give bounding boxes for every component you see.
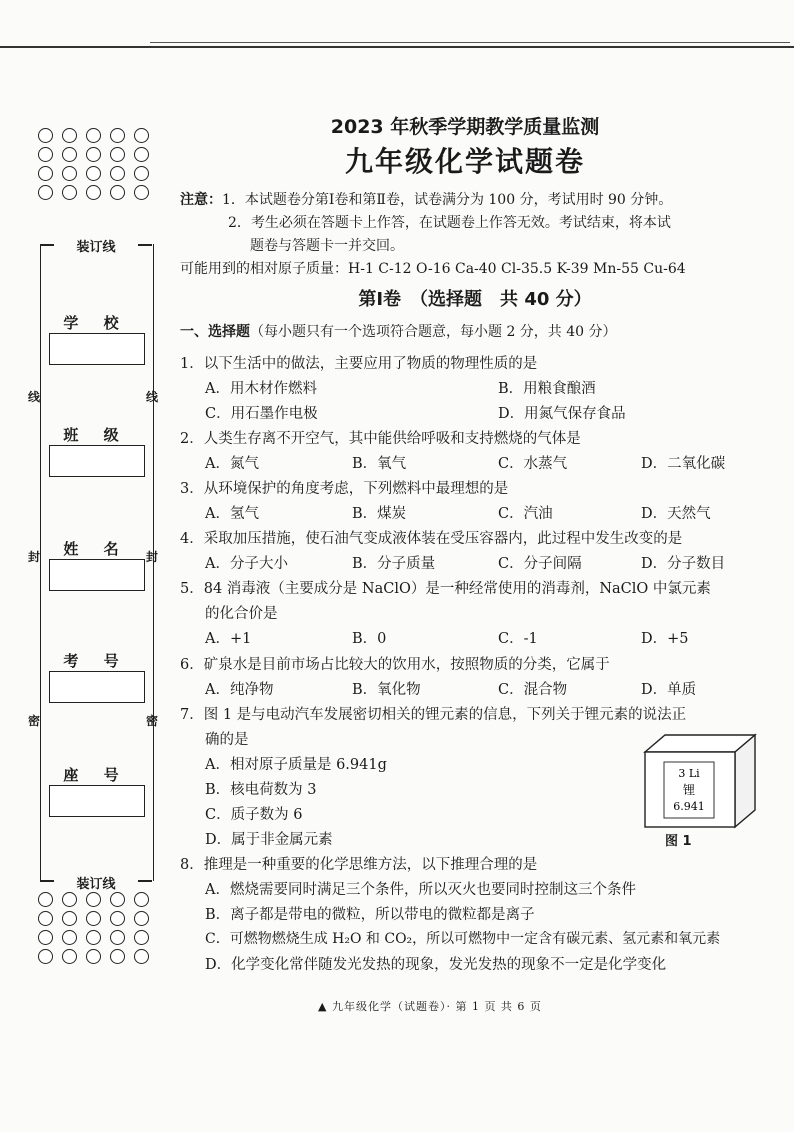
element-number-symbol: 3 Li bbox=[678, 767, 700, 780]
binding-hole bbox=[62, 166, 77, 181]
field-label-exam-number: 考 号 bbox=[63, 652, 129, 670]
top-rule-thin bbox=[150, 42, 790, 43]
binding-hole bbox=[134, 147, 149, 162]
question-1-option-c[interactable]: C．用石墨作电极 bbox=[205, 406, 318, 422]
element-atomic-mass: 6.941 bbox=[673, 800, 705, 813]
section-title: 第Ⅰ卷 （选择题 共 40 分） bbox=[358, 289, 592, 310]
top-rule bbox=[0, 46, 794, 48]
binding-hole bbox=[134, 892, 149, 907]
question-8-stem: 8．推理是一种重要的化学思维方法，以下推理合理的是 bbox=[180, 857, 538, 873]
binding-hole bbox=[62, 147, 77, 162]
field-box-name[interactable] bbox=[49, 559, 145, 591]
question-8-option-c[interactable]: C．可燃物燃烧生成 H₂O 和 CO₂，所以可燃物中一定含有碳元素、氢元素和氧元素 bbox=[205, 931, 721, 947]
lithium-element-figure bbox=[640, 730, 760, 830]
question-3-option-a[interactable]: A．氢气 bbox=[205, 506, 259, 522]
field-box-class[interactable] bbox=[49, 445, 145, 477]
field-label-school: 学 校 bbox=[63, 314, 129, 332]
binding-hole bbox=[110, 930, 125, 945]
question-6-option-a[interactable]: A．纯净物 bbox=[205, 682, 274, 698]
question-5-option-c[interactable]: C．-1 bbox=[498, 631, 538, 647]
page-footer: ▲ 九年级化学（试题卷）· 第 1 页 共 6 页 bbox=[318, 1000, 542, 1013]
binding-hole bbox=[110, 166, 125, 181]
side-char-feng-left: 封 bbox=[27, 550, 40, 564]
question-7-option-d[interactable]: D．属于非金属元素 bbox=[205, 832, 333, 848]
binding-label-top: 装订线 bbox=[54, 236, 138, 255]
question-3-stem: 3．从环境保护的角度考虑，下列燃料中最理想的是 bbox=[180, 481, 509, 497]
binding-hole bbox=[134, 930, 149, 945]
field-box-school[interactable] bbox=[49, 333, 145, 365]
question-7-option-a[interactable]: A．相对原子质量是 6.941g bbox=[205, 757, 387, 773]
figure-caption: 图 1 bbox=[665, 834, 692, 849]
binding-holes-top bbox=[38, 128, 156, 200]
field-label-class: 班 级 bbox=[63, 426, 129, 444]
binding-label-bottom: 装订线 bbox=[54, 873, 138, 892]
binding-hole bbox=[110, 949, 125, 964]
question-8-option-b[interactable]: B．离子都是带电的微粒，所以带电的微粒都是离子 bbox=[205, 907, 535, 923]
side-char-xian-right: 线 bbox=[145, 390, 158, 404]
field-label-seat: 座 号 bbox=[63, 766, 129, 784]
section-heading: 一、选择题 bbox=[180, 324, 250, 340]
side-char-feng-right: 封 bbox=[145, 550, 158, 564]
binding-hole bbox=[38, 949, 53, 964]
binding-hole bbox=[38, 892, 53, 907]
notes-line-2: 2．考生必须在答题卡上作答，在试题卷上作答无效。考试结束，将本试 bbox=[228, 215, 671, 231]
field-label-name: 姓 名 bbox=[63, 540, 129, 558]
question-1-stem: 1．以下生活中的做法，主要应用了物质的物理性质的是 bbox=[180, 356, 538, 372]
question-2-option-a[interactable]: A．氮气 bbox=[205, 456, 259, 472]
question-7-stem-cont: 确的是 bbox=[205, 732, 249, 748]
binding-hole bbox=[86, 911, 101, 926]
binding-hole bbox=[134, 185, 149, 200]
binding-hole bbox=[86, 930, 101, 945]
question-4-option-b[interactable]: B．分子质量 bbox=[352, 556, 436, 572]
question-4-option-d[interactable]: D．分子数目 bbox=[641, 556, 726, 572]
binding-hole bbox=[110, 128, 125, 143]
binding-hole bbox=[62, 892, 77, 907]
field-box-seat[interactable] bbox=[49, 785, 145, 817]
binding-hole bbox=[38, 185, 53, 200]
question-5-stem-cont: 的化合价是 bbox=[205, 606, 278, 622]
question-5-option-d[interactable]: D．+5 bbox=[641, 631, 689, 647]
binding-hole bbox=[86, 147, 101, 162]
field-box-exam-number[interactable] bbox=[49, 671, 145, 703]
binding-hole bbox=[86, 128, 101, 143]
binding-hole bbox=[38, 128, 53, 143]
binding-hole bbox=[86, 892, 101, 907]
binding-hole bbox=[38, 911, 53, 926]
binding-hole bbox=[62, 930, 77, 945]
question-4-stem: 4．采取加压措施，使石油气变成液体装在受压容器内，此过程中发生改变的是 bbox=[180, 531, 683, 547]
notes-line-1 bbox=[180, 189, 672, 209]
binding-hole bbox=[134, 166, 149, 181]
notes-text-1: 1．本试题卷分第Ⅰ卷和第Ⅱ卷，试卷满分为 100 分，考试用时 90 分钟。 bbox=[222, 192, 673, 208]
atomic-masses: 可能用到的相对原子质量：H-1 C-12 O-16 Ca-40 Cl-35.5 K-39 Mn-55 Cu-64 bbox=[180, 261, 686, 277]
binding-holes-bottom bbox=[38, 892, 156, 964]
question-7-option-b[interactable]: B．核电荷数为 3 bbox=[205, 782, 317, 798]
binding-hole bbox=[86, 949, 101, 964]
question-3-option-d[interactable]: D．天然气 bbox=[641, 506, 711, 522]
question-1-option-d[interactable]: D．用氮气保存食品 bbox=[498, 406, 626, 422]
binding-hole bbox=[62, 185, 77, 200]
question-3-option-c[interactable]: C．汽油 bbox=[498, 506, 553, 522]
question-5-stem: 5．84 消毒液（主要成分是 NaClO）是一种经常使用的消毒剂，NaClO 中氯元素 bbox=[180, 581, 711, 597]
binding-hole bbox=[38, 930, 53, 945]
question-8-option-a[interactable]: A．燃烧需要同时满足三个条件，所以灭火也要同时控制这三个条件 bbox=[205, 882, 636, 898]
question-6-option-c[interactable]: C．混合物 bbox=[498, 682, 568, 698]
binding-hole bbox=[134, 128, 149, 143]
binding-hole bbox=[110, 911, 125, 926]
section-intro bbox=[180, 321, 617, 341]
binding-hole bbox=[134, 911, 149, 926]
question-7-stem: 7．图 1 是与电动汽车发展密切相关的锂元素的信息，下列关于锂元素的说法正 bbox=[180, 707, 687, 723]
question-5-option-a[interactable]: A．+1 bbox=[205, 631, 252, 647]
binding-hole bbox=[62, 911, 77, 926]
notes-label: 注意： bbox=[180, 192, 222, 208]
binding-hole bbox=[86, 185, 101, 200]
question-8-option-d[interactable]: D．化学变化常伴随发光发热的现象，发光发热的现象不一定是化学变化 bbox=[205, 957, 667, 973]
question-4-option-a[interactable]: A．分子大小 bbox=[205, 556, 288, 572]
question-5-option-b[interactable]: B．0 bbox=[352, 631, 387, 647]
exam-session-title: 2023 年秋季学期教学质量监测 bbox=[330, 116, 600, 138]
binding-hole bbox=[62, 949, 77, 964]
side-char-xian-left: 线 bbox=[27, 390, 40, 404]
binding-hole bbox=[110, 892, 125, 907]
section-rule: （每小题只有一个选项符合题意，每小题 2 分，共 40 分） bbox=[250, 324, 617, 340]
binding-hole bbox=[38, 147, 53, 162]
question-2-option-c[interactable]: C．水蒸气 bbox=[498, 456, 568, 472]
side-char-mi-left: 密 bbox=[27, 714, 40, 728]
binding-hole bbox=[86, 166, 101, 181]
binding-hole bbox=[110, 147, 125, 162]
cube-side-face bbox=[735, 735, 755, 827]
question-6-option-b[interactable]: B．氧化物 bbox=[352, 682, 421, 698]
question-2-stem: 2．人类生存离不开空气，其中能供给呼吸和支持燃烧的气体是 bbox=[180, 431, 581, 447]
question-6-stem: 6．矿泉水是目前市场占比较大的饮用水，按照物质的分类，它属于 bbox=[180, 657, 610, 673]
side-char-mi-right: 密 bbox=[145, 714, 158, 728]
question-4-option-c[interactable]: C．分子间隔 bbox=[498, 556, 582, 572]
question-1-option-b[interactable]: B．用粮食酿酒 bbox=[498, 381, 596, 397]
question-2-option-b[interactable]: B．氧气 bbox=[352, 456, 407, 472]
question-6-option-d[interactable]: D．单质 bbox=[641, 682, 697, 698]
exam-paper-title: 九年级化学试题卷 bbox=[344, 145, 585, 178]
binding-hole bbox=[110, 185, 125, 200]
binding-hole bbox=[62, 128, 77, 143]
question-2-option-d[interactable]: D．二氧化碳 bbox=[641, 456, 726, 472]
binding-hole bbox=[38, 166, 53, 181]
binding-hole bbox=[134, 949, 149, 964]
notes-line-3: 题卷与答题卡一并交回。 bbox=[250, 238, 404, 254]
question-3-option-b[interactable]: B．煤炭 bbox=[352, 506, 407, 522]
question-7-option-c[interactable]: C．质子数为 6 bbox=[205, 807, 303, 823]
element-name: 锂 bbox=[682, 783, 696, 797]
question-1-option-a[interactable]: A．用木材作燃料 bbox=[205, 381, 317, 397]
